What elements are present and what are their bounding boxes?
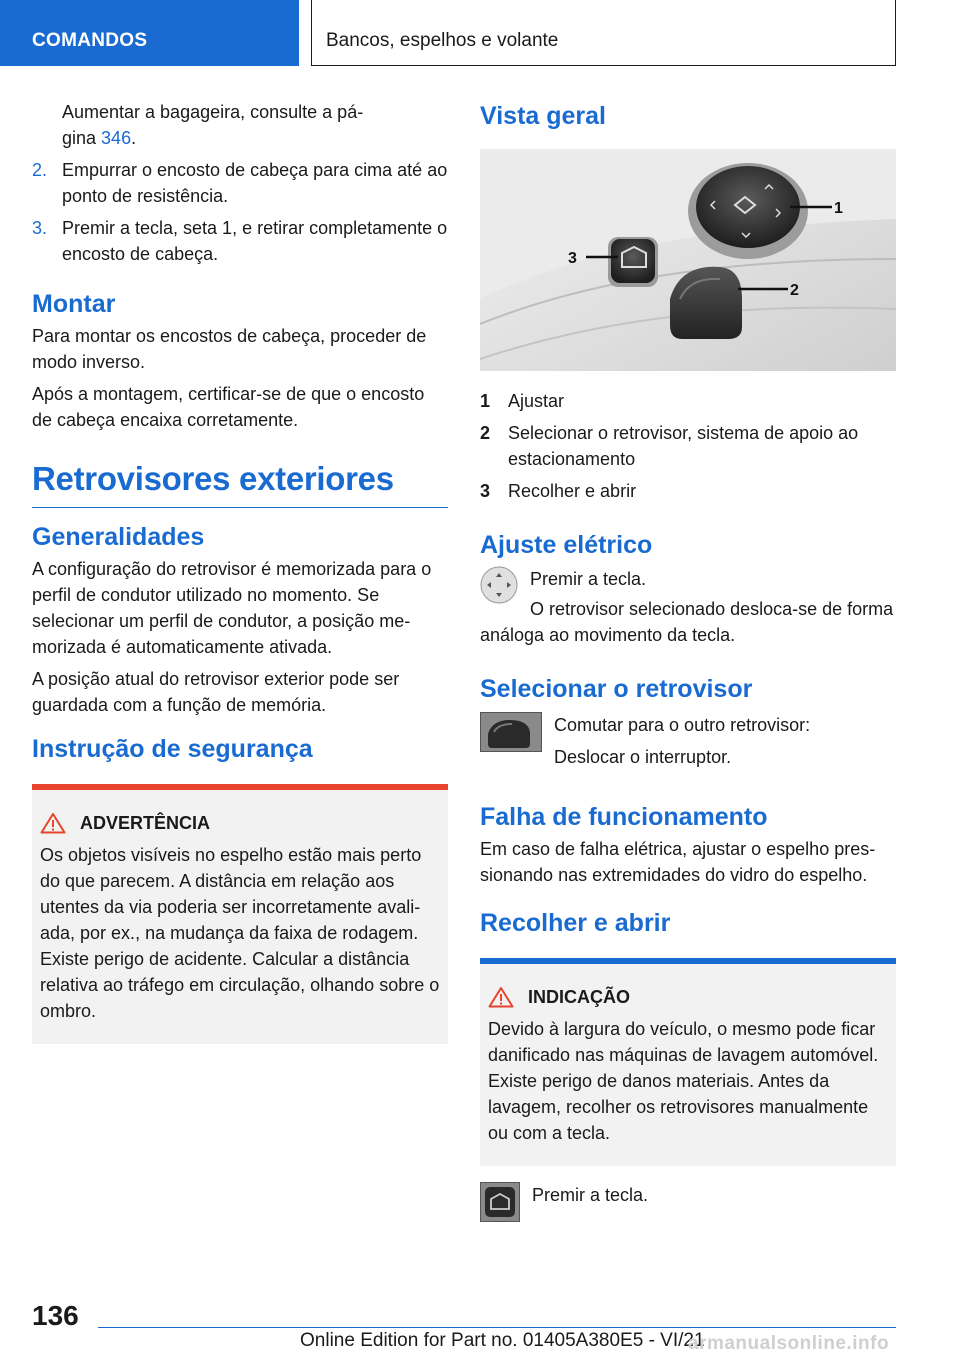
section-label: COMANDOS bbox=[32, 30, 148, 51]
chapter-label: Bancos, espelhos e volante bbox=[326, 30, 559, 51]
select-paragraph: Deslocar o interruptor. bbox=[554, 747, 732, 767]
fold-row bbox=[480, 1182, 896, 1222]
step-number: 2. bbox=[32, 160, 48, 180]
adjust-texts bbox=[530, 566, 646, 598]
page-number: 136 bbox=[32, 1300, 79, 1331]
legend-text: Selecionar o retrovisor, sistema de apoio ao estacionamento bbox=[508, 423, 859, 469]
photo-label-3: 3 bbox=[568, 250, 577, 267]
step-text: Empurrar o encosto de cabeça para cima até ao ponto de resistência. bbox=[62, 160, 448, 206]
montar-paragraph: Para montar os encostos de cabeça, proceder de modo inverso. bbox=[32, 326, 427, 372]
fold-paragraph: Premir a tecla. bbox=[532, 1185, 649, 1205]
general-paragraph: A posição atual do retrovisor exterior pode ser guardada com a função de memória. bbox=[32, 669, 400, 715]
warning-title bbox=[40, 812, 440, 834]
photo-label-2: 2 bbox=[790, 282, 799, 299]
selector-switch-icon bbox=[480, 712, 542, 752]
legend-text: Recolher e abrir bbox=[508, 481, 637, 501]
watermark: armanualsonline.info bbox=[688, 1333, 890, 1354]
montar-paragraph: Após a montagem, certificar-se de que o encosto de cabeça encaixa corretamente. bbox=[32, 384, 425, 430]
note-label: INDICAÇÃO bbox=[528, 986, 630, 1007]
legend-item bbox=[480, 478, 896, 504]
warning-label: ADVERTÊNCIA bbox=[80, 812, 211, 833]
step-item bbox=[32, 157, 448, 209]
legend-number: 2 bbox=[480, 423, 491, 443]
step-number: 3. bbox=[32, 218, 48, 238]
general-paragraph: A configuração do retrovisor é memorizada para o perfil de condutor utilizado no momento. Se selecionar um perfil de condutor, a posição memorizada é automaticamente ativada. bbox=[32, 559, 432, 657]
note-box bbox=[480, 958, 896, 1166]
photo-label-1: 1 bbox=[834, 200, 843, 217]
fault-heading: Falha de funcionamento bbox=[480, 803, 768, 831]
step-text: Premir a tecla, seta 1, e retirar completamente o encosto de cabeça. bbox=[62, 218, 448, 264]
warning-triangle-icon bbox=[40, 812, 66, 834]
intro-text bbox=[32, 99, 448, 151]
intro-line-suffix: . bbox=[131, 128, 137, 148]
fault-paragraph: Em caso de falha elétrica, ajustar o espelho pressionando nas extremidades do vidro do espelho. bbox=[480, 839, 876, 885]
footer-divider bbox=[98, 1327, 896, 1328]
left-column bbox=[32, 95, 448, 1044]
adjust-paragraph: O retrovisor selecionado desloca-se de forma análoga ao movimento da tecla. bbox=[480, 599, 894, 645]
legend-item bbox=[480, 388, 896, 414]
main-heading: Retrovisores exteriores bbox=[32, 459, 448, 508]
fold-button-icon bbox=[480, 1182, 520, 1222]
select-paragraph: Comutar para o outro retrovisor: bbox=[554, 715, 811, 735]
intro-line-prefix: gina bbox=[62, 128, 102, 148]
note-text: Devido à largura do veículo, o mesmo pode ficar danificado nas máquinas de lavagem automóvel. Existe perigo de danos materiais. Antes da lavagem, recolher os retrovisores manualmente ou com a tecla. bbox=[488, 1019, 879, 1143]
legend-number: 1 bbox=[480, 391, 491, 411]
edition-text: Online Edition for Part no. 01405A380E5 - VI/21 bbox=[300, 1330, 705, 1351]
right-column bbox=[480, 95, 896, 1222]
adjust-paragraph: Premir a tecla. bbox=[530, 569, 647, 589]
fold-texts bbox=[532, 1182, 648, 1214]
step-item bbox=[32, 215, 448, 267]
warning-text: Os objetos visíveis no espelho estão mais perto do que parecem. A distância em relação aos utentes da via poderia ser incorretamente avaliada, por ex., na mudança da faixa de rodagem. Existe perigo de acidente. Calcular a distância relativa ao tráfego em circulação, olhando sobre o ombro. bbox=[40, 845, 440, 1021]
overview-heading: Vista geral bbox=[480, 102, 607, 130]
mirror-controls-photo bbox=[480, 149, 896, 371]
select-row bbox=[480, 712, 896, 776]
adjust-heading: Ajuste elétrico bbox=[480, 531, 653, 559]
general-heading: Generalidades bbox=[32, 523, 205, 551]
page-link[interactable]: 346 bbox=[101, 128, 132, 148]
warning-box bbox=[32, 784, 448, 1044]
section-tab bbox=[0, 0, 299, 66]
legend-text: Ajustar bbox=[508, 391, 565, 411]
fold-heading: Recolher e abrir bbox=[480, 909, 671, 937]
legend-item bbox=[480, 420, 896, 472]
legend-number: 3 bbox=[480, 481, 491, 501]
warning-triangle-icon bbox=[488, 986, 514, 1008]
safety-heading: Instrução de segurança bbox=[32, 735, 313, 763]
montar-heading: Montar bbox=[32, 290, 116, 318]
direction-pad-icon bbox=[480, 566, 518, 604]
note-title bbox=[488, 986, 888, 1008]
chapter-tab bbox=[311, 0, 896, 66]
select-heading: Selecionar o retrovisor bbox=[480, 675, 753, 703]
select-texts bbox=[554, 712, 810, 776]
intro-line: Aumentar a bagageira, consulte a pá- bbox=[62, 102, 364, 122]
